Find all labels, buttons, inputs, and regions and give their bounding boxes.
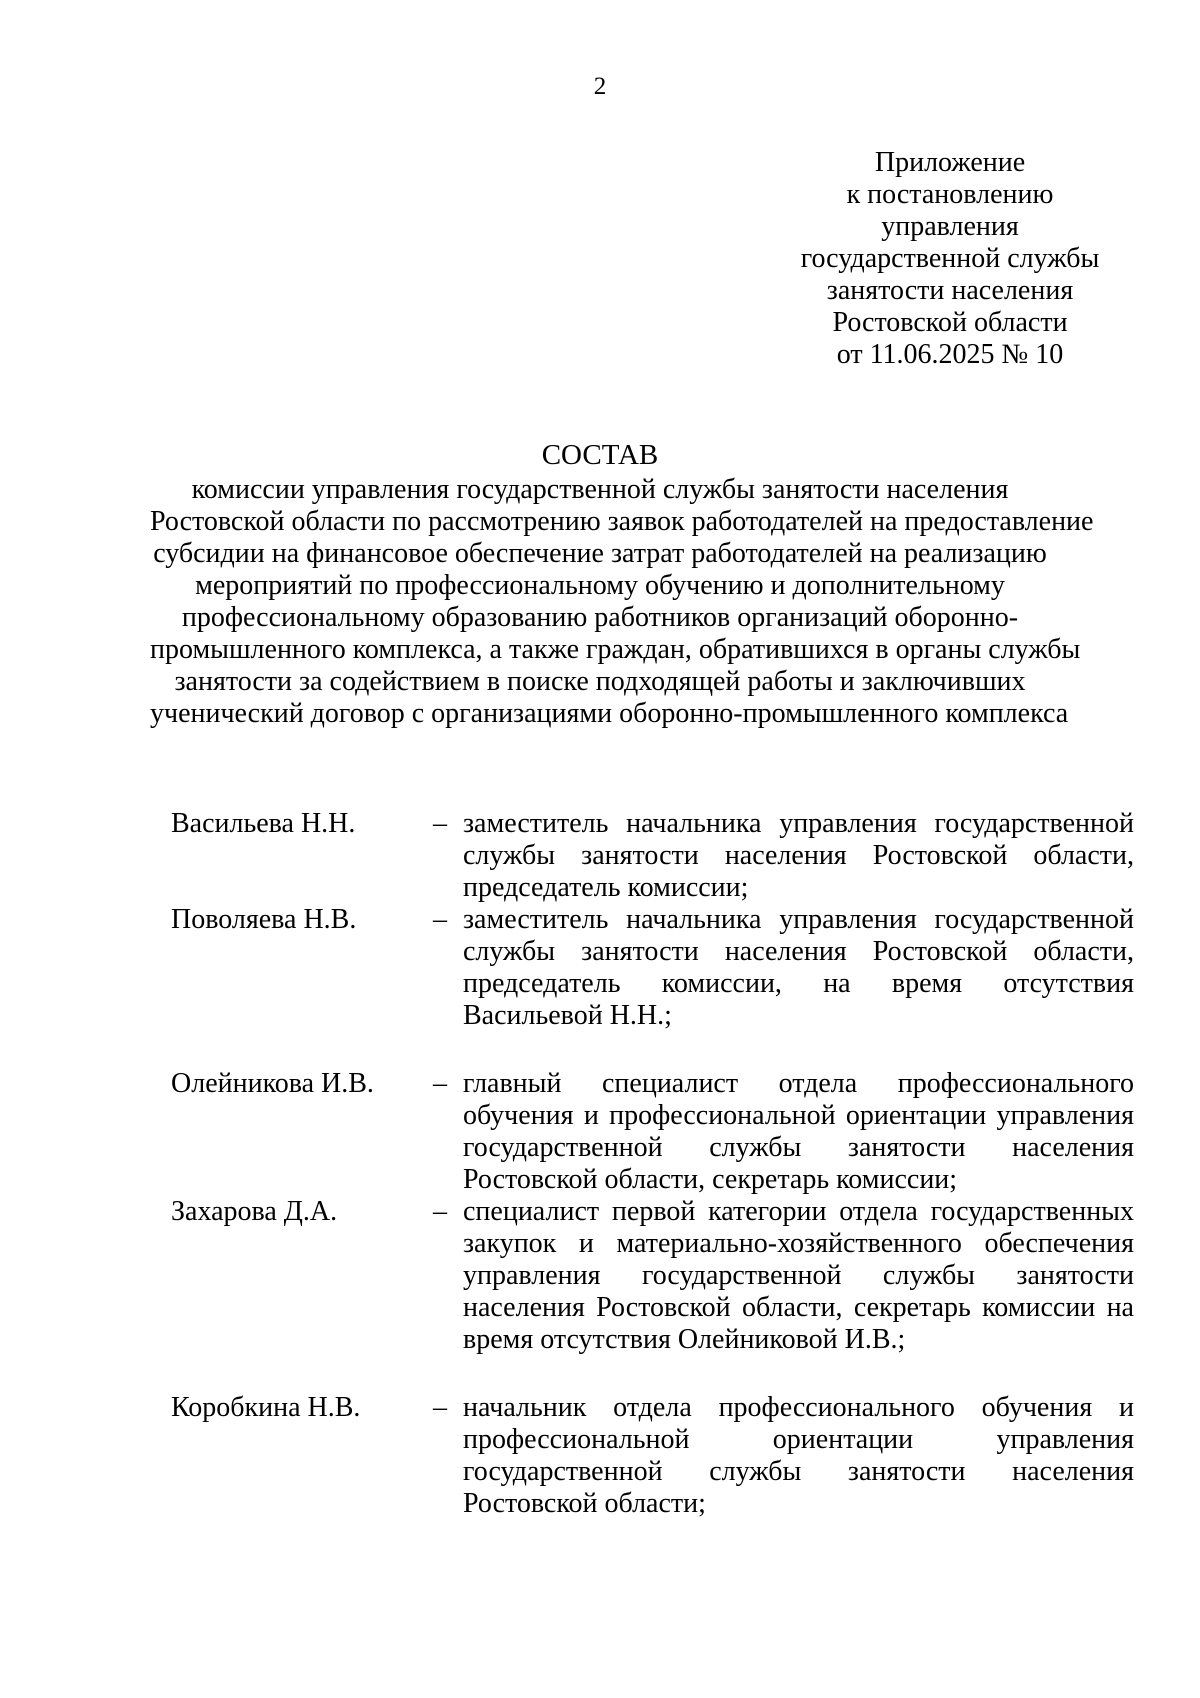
role-line: заместитель начальника управления государственной [463,808,1134,839]
role-line: специалист первой категории отдела государственных [463,1196,1134,1227]
role-line: государственной службы занятости населения [463,1456,1134,1487]
role-line: службы занятости населения Ростовской области, [463,840,1134,871]
role-line: Васильевой Н.Н.; [463,1000,672,1031]
member-name: Васильева Н.Н. [171,808,356,839]
page-number: 2 [593,73,607,100]
member-dash: – [433,1392,447,1423]
member-role [463,1392,1134,1520]
document-subtitle [150,474,1094,730]
appendix-line: государственной службы [800,243,1100,274]
appendix-line: Ростовской области [832,307,1068,338]
role-line: время отсутствия Олейниковой И.В.; [463,1324,906,1355]
member-row [171,1196,1141,1356]
role-line: управления государственной службы занятости [463,1260,1134,1291]
member-name: Олейникова И.В. [171,1068,374,1099]
role-line: начальник отдела профессионального обучения и [463,1392,1134,1423]
appendix-line: управления [881,211,1019,242]
member-name: Захарова Д.А. [171,1196,338,1227]
subtitle-line: промышленного комплекса, а также граждан, обратившихся в органы службы [150,634,1081,665]
member-role [463,1068,1134,1196]
member-dash: – [433,904,447,935]
role-line: закупок и материально-хозяйственного обеспечения [463,1228,1134,1259]
appendix-line: Приложение [874,147,1026,178]
role-line: обучения и профессиональной ориентации управления [463,1100,1134,1131]
appendix-line: от 11.06.2025 № 10 [836,339,1064,370]
role-line: главный специалист отдела профессионального [463,1068,1134,1099]
subtitle-line: профессиональному образованию работников организаций оборонно- [181,602,1019,633]
member-name: Коробкина Н.В. [171,1392,361,1423]
member-role [463,1196,1134,1356]
role-line: населения Ростовской области, секретарь комиссии на [463,1292,1134,1323]
subtitle-line: субсидии на финансовое обеспечение затрат работодателей на реализацию [153,538,1047,569]
member-dash: – [433,808,447,839]
appendix-line: к постановлению [846,179,1054,210]
appendix-line: занятости населения [826,275,1074,306]
member-name: Поволяева Н.В. [171,904,357,935]
member-dash: – [433,1068,447,1099]
role-line: Ростовской области; [463,1488,706,1519]
role-line: председатель комиссии; [463,872,749,903]
member-dash: – [433,1196,447,1227]
subtitle-line: мероприятий по профессиональному обучению и дополнительному [195,570,1005,601]
subtitle-line: комиссии управления государственной службы занятости населения [191,474,1009,505]
members-list [171,808,1141,1520]
member-row [171,1392,1141,1520]
member-row [171,1068,1141,1196]
role-line: председатель комиссии, на время отсутствия [463,968,1134,999]
document-title: СОСТАВ [541,439,659,471]
member-role [463,808,1134,904]
role-line: заместитель начальника управления государственной [463,904,1134,935]
subtitle-line: ученический договор с организациями оборонно-промышленного комплекса [150,698,1069,729]
subtitle-line: Ростовской области по рассмотрению заявок работодателей на предоставление [150,506,1094,537]
role-line: профессиональной ориентации управления [463,1424,1134,1455]
role-line: государственной службы занятости населения [463,1132,1134,1163]
member-row [171,808,1141,904]
appendix-header [770,147,1130,371]
member-row [171,904,1141,1032]
role-line: Ростовской области, секретарь комиссии; [463,1164,958,1195]
role-line: службы занятости населения Ростовской области, [463,936,1134,967]
member-role [463,904,1134,1032]
subtitle-line: занятости за содействием в поиске подходящей работы и заключивших [174,666,1026,697]
